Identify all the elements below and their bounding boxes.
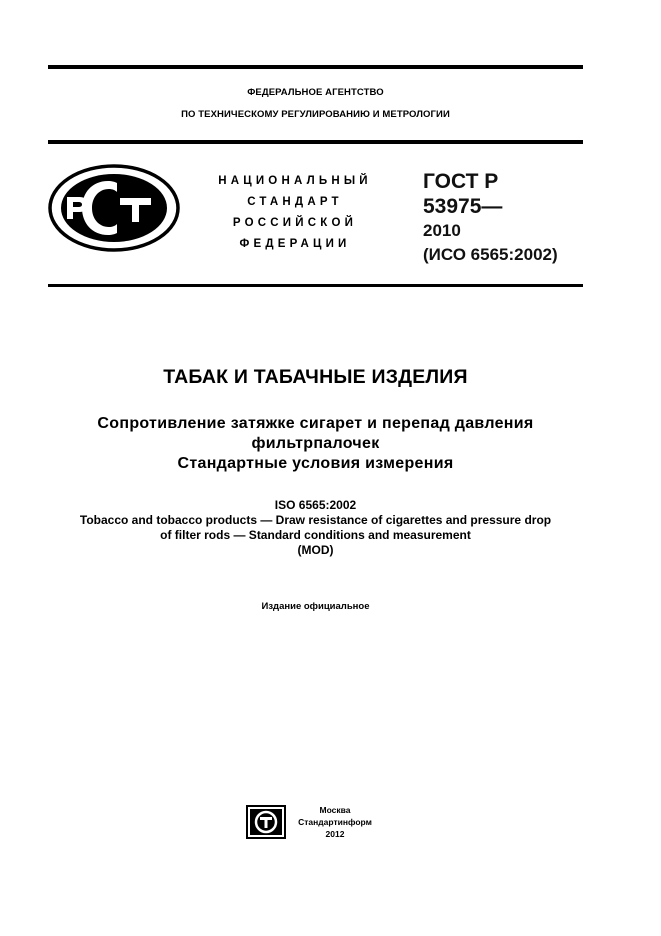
iso-reference: [20, 498, 611, 558]
rst-certification-logo-icon: [48, 164, 180, 252]
publisher-info: [290, 804, 380, 840]
subtitle-line-3: Стандартные условия измерения: [177, 455, 454, 472]
national-line-1: НАЦИОНАЛЬНЫЙ: [218, 175, 372, 187]
standartinform-logo-icon: [246, 805, 286, 839]
gost-line-3: 2010: [423, 221, 461, 240]
iso-number: ISO 6565:2002: [274, 498, 357, 512]
gost-line-1: ГОСТ Р: [423, 170, 499, 193]
gost-designation: [423, 169, 558, 267]
document-subtitle: [30, 414, 601, 474]
subtitle-line-1: Сопротивление затяжке сигарет и перепад давления: [97, 415, 534, 432]
iso-title-line-2: of filter rods — Standard conditions and measurement: [160, 528, 471, 542]
national-standard-label: [200, 171, 390, 255]
official-edition-label: Издание официальное: [261, 601, 370, 612]
publisher-name: Стандартинформ: [298, 817, 372, 827]
gost-line-2: 53975—: [423, 195, 503, 218]
bottom-rule: [48, 284, 583, 287]
publisher-city: Москва: [319, 805, 351, 815]
document-title: ТАБАК И ТАБАЧНЫЕ ИЗДЕЛИЯ: [163, 366, 468, 388]
national-line-4: ФЕДЕРАЦИИ: [239, 238, 351, 250]
subtitle-line-2: фильтрпалочек: [251, 435, 380, 452]
gost-line-4: (ИСО 6565:2002): [423, 245, 558, 264]
national-line-2: СТАНДАРТ: [247, 196, 343, 208]
publisher-year: 2012: [325, 829, 345, 839]
agency-line-2: ПО ТЕХНИЧЕСКОМУ РЕГУЛИРОВАНИЮ И МЕТРОЛОГИИ: [181, 109, 450, 120]
agency-line-1: ФЕДЕРАЛЬНОЕ АГЕНТСТВО: [247, 87, 384, 98]
top-rule: [48, 65, 583, 69]
iso-modification: (MOD): [297, 543, 334, 557]
national-line-3: РОССИЙСКОЙ: [232, 217, 358, 229]
middle-rule: [48, 140, 583, 144]
iso-title-line-1: Tobacco and tobacco products — Draw resistance of cigarettes and pressure drop: [79, 513, 552, 527]
